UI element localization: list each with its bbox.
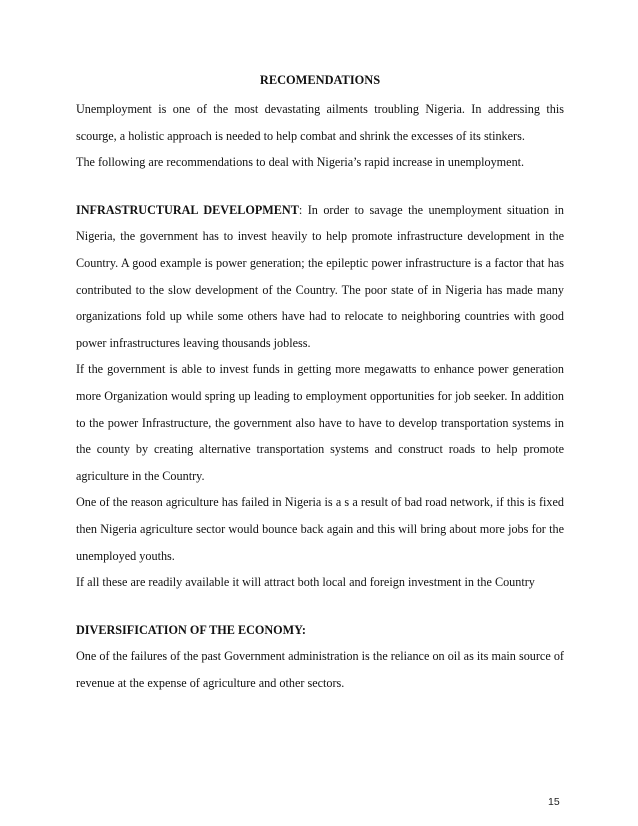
- page-title: RECOMENDATIONS: [259, 73, 381, 87]
- infrastructure-paragraph-2: If the government is able to invest funds in getting more megawatts to enhance power generation more Organization would spring up leading to employment opportunities for job seeker. In addition to the power Infrastructure, the government also have to have to develop transportation systems in the county by creating alternative transportation systems and construct roads to help promote agriculture in the Country.: [76, 362, 564, 483]
- page-content: [76, 70, 564, 696]
- diversification-heading: DIVERSIFICATION OF THE ECONOMY:: [76, 622, 306, 637]
- infrastructure-paragraph-3: One of the reason agriculture has failed in Nigeria is a s a result of bad road network, if this is fixed then Nigeria agriculture sector would bounce back again and this will bring about more jobs for the unemployed youths.: [76, 495, 564, 563]
- page-number: 15: [548, 796, 560, 808]
- intro-paragraph-1: Unemployment is one of the most devastating ailments troubling Nigeria. In addressing this scourge, a holistic approach is needed to help combat and shrink the excesses of its stinkers.: [76, 102, 564, 143]
- intro-paragraph-2: The following are recommendations to deal with Nigeria’s rapid increase in unemployment.: [76, 155, 525, 170]
- infrastructure-paragraph: [76, 197, 564, 357]
- diversification-paragraph-1: One of the failures of the past Government administration is the reliance on oil as its main source of revenue at the expense of agriculture and other sectors.: [76, 649, 564, 690]
- infrastructure-lead-text: : In order to savage the unemployment situation in Nigeria, the government has to invest heavily to help promote infrastructure development in the Country. A good example is power generation; the epileptic power infrastructure is a factor that has contributed to the slow development of the Country. The poor state of in Nigeria has made many organizations fold up while some others have had to relocate to neighboring countries with good power infrastructures leaving thousands jobless.: [76, 202, 564, 350]
- infrastructure-heading: INFRASTRUCTURAL DEVELOPMENT: [76, 202, 299, 217]
- infrastructure-paragraph-4: If all these are readily available it will attract both local and foreign investment in the Country: [76, 575, 535, 590]
